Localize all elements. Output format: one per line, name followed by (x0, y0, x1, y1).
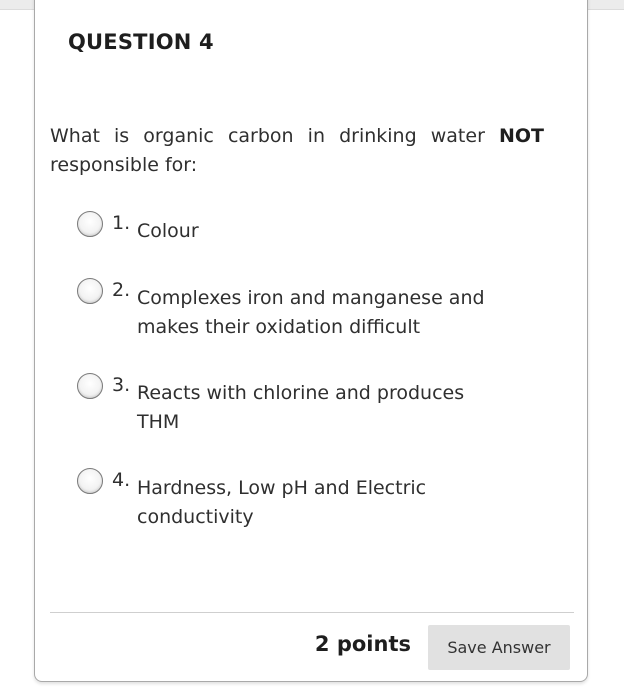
question-title: QUESTION 4 (68, 30, 214, 54)
save-answer-button[interactable]: Save Answer (428, 625, 570, 670)
option-label-3: Reacts with chlorine and produces THM (137, 382, 465, 433)
question-text-main: What is organic carbon in drinking water (50, 125, 485, 147)
option-number-4: 4. (112, 469, 131, 491)
question-text-end: responsible for: (50, 154, 198, 176)
radio-button-3[interactable] (77, 373, 103, 399)
option-number-3: 3. (112, 374, 131, 396)
option-label-1: Colour (137, 220, 199, 242)
radio-button-1[interactable] (77, 211, 103, 237)
option-number-1: 1. (112, 212, 131, 234)
option-label-2: Complexes iron and manganese and makes their oxidation difficult (137, 287, 485, 338)
radio-button-4[interactable] (77, 468, 103, 494)
question-text (50, 122, 544, 180)
footer-divider (50, 612, 574, 613)
radio-button-2[interactable] (77, 278, 103, 304)
points-label: 2 points (314, 632, 411, 656)
option-number-2: 2. (112, 279, 131, 301)
option-label-4: Hardness, Low pH and Electric conductivity (137, 477, 427, 528)
question-text-bold: NOT (498, 125, 544, 147)
